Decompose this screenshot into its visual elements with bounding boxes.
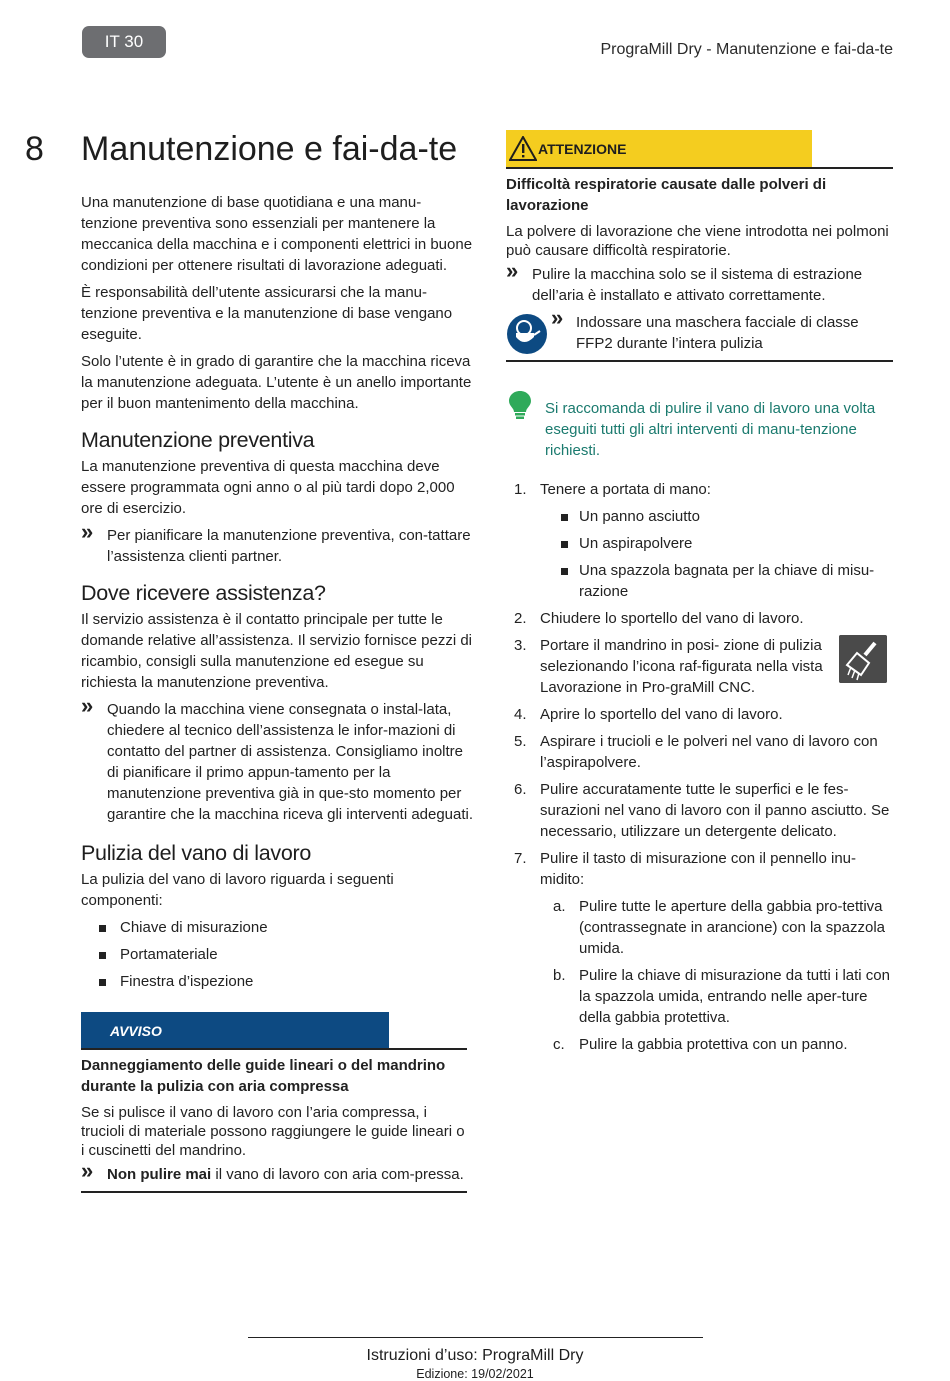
- notice-box: [81, 1012, 467, 1193]
- warning-box: [506, 130, 893, 362]
- step-arrow-icon: »: [81, 1158, 94, 1183]
- divider: [506, 360, 893, 362]
- warning-label: ATTENZIONE: [538, 141, 627, 157]
- preventive-step-text: Per pianificare la manutenzione preventiva, con-tattare l’assistenza clienti partner.: [107, 527, 471, 565]
- list-item: Un panno asciutto: [540, 506, 893, 527]
- divider: [81, 1048, 467, 1050]
- warning-triangle-icon: [509, 136, 537, 161]
- cleaning-components-list: [81, 917, 474, 992]
- substeps-list: [540, 896, 893, 1055]
- heading-preventive-maintenance: Manutenzione preventiva: [81, 428, 315, 452]
- step-number: 3.: [514, 637, 527, 654]
- mask-step-text: Indossare una maschera facciale di classe FFP2 durante l’intera pulizia: [576, 314, 859, 352]
- lightbulb-icon: [508, 390, 532, 420]
- step-number: 5.: [514, 733, 527, 750]
- preventive-body: La manutenzione preventiva di questa macchina deve essere programmata ogni anno o al più tardi dopo 2,000 ore di esercizio.: [81, 458, 455, 517]
- step-number: 6.: [514, 781, 527, 798]
- step-text: Portare il mandrino in posi- zione di pulizia selezionando l’icona raf-figurata nella vista Lavorazione in Pro-graMill CNC.: [540, 637, 823, 696]
- intro-paragraph: È responsabilità dell’utente assicurarsi che la manu-tenzione preventiva e la manutenzione di base vengano eseguite.: [81, 284, 453, 343]
- list-item: [506, 635, 893, 698]
- step-text: Aprire lo sportello del vano di lavoro.: [540, 706, 783, 723]
- list-item: [540, 1034, 893, 1055]
- chapter-title: Manutenzione e fai-da-te: [81, 130, 458, 168]
- list-item: Un aspirapolvere: [540, 533, 893, 554]
- tip-note: [506, 398, 893, 461]
- heading-service: Dove ricevere assistenza?: [81, 581, 326, 605]
- tip-text: Si raccomanda di pulire il vano di lavoro una volta eseguiti tutti gli altri interventi di manu-tenzione richiesti.: [545, 400, 876, 459]
- intro-paragraph: Solo l’utente è in grado di garantire che la macchina riceva la manutenzione adeguata. L’utente è un anello importante per il buon mantenimento della macchina.: [81, 353, 472, 412]
- footer-title: Istruzioni d’uso: PrograMill Dry: [366, 1347, 584, 1364]
- service-step-text: Quando la macchina viene consegnata o instal-lata, chiedere al tecnico dell’assistenza le infor-mazioni di contatto del partner di assistenza. Consigliamo inoltre di pianificare il primo appun-tamento per la manutenzione preventiva già in que-sto momento per garantire che la macchina riceva gli interventi adeguati.: [107, 701, 474, 823]
- cleaning-steps-list: [506, 479, 893, 1055]
- notice-step-text: il vano di lavoro con aria com-pressa.: [211, 1166, 464, 1183]
- footer-divider: [248, 1337, 703, 1338]
- list-item: [506, 848, 893, 1055]
- list-item: [506, 704, 893, 725]
- substep-text: Pulire tutte le aperture della gabbia pro-tettiva (contrassegnate in arancione) con la spazzola umida.: [579, 898, 886, 957]
- step-text: Chiudere lo sportello del vano di lavoro.: [540, 610, 804, 627]
- step-text: Tenere a portata di mano:: [540, 481, 711, 498]
- list-item: Finestra d’ispezione: [81, 971, 474, 992]
- face-mask-icon: [506, 313, 548, 355]
- step-number: 4.: [514, 706, 527, 723]
- step-text: Aspirare i trucioli e le polveri nel vano di lavoro con l’aspirapolvere.: [540, 733, 878, 771]
- substep-text: Pulire la chiave di misurazione da tutti i lati con la spazzola umida, entrando nelle aper-ture della gabbia protettiva.: [579, 967, 890, 1026]
- substep-text: Pulire la gabbia protettiva con un panno.: [579, 1036, 848, 1053]
- cleaning-body: La pulizia del vano di lavoro riguarda i seguenti componenti:: [81, 871, 394, 909]
- list-item: [506, 779, 893, 842]
- step-text: Pulire il tasto di misurazione con il pennello inu-midito:: [540, 850, 856, 888]
- step-number: 2.: [514, 610, 527, 627]
- list-item: [506, 479, 893, 602]
- cleaning-brush-icon: [839, 635, 887, 683]
- chapter-number: 8: [25, 130, 44, 168]
- substep-label: a.: [553, 898, 566, 915]
- service-step: [81, 693, 474, 825]
- mask-step: [506, 305, 893, 354]
- step-arrow-icon: »: [81, 519, 94, 544]
- list-item: [540, 896, 893, 959]
- list-item: Portamateriale: [81, 944, 474, 965]
- substep-label: c.: [553, 1036, 565, 1053]
- heading-cleaning: Pulizia del vano di lavoro: [81, 841, 312, 865]
- warning-title: Difficoltà respiratorie causate dalle polveri di lavorazione: [506, 176, 827, 214]
- notice-title: Danneggiamento delle guide lineari o del mandrino durante la pulizia con aria compressa: [81, 1057, 446, 1095]
- running-header: PrograMill Dry - Manutenzione e fai-da-te: [600, 41, 893, 58]
- substep-label: b.: [553, 967, 566, 984]
- intro-paragraph: Una manutenzione di base quotidiana e una manu-tenzione preventiva sono essenziali per mantenere la meccanica della macchina e i componenti elettrici in buone condizioni per ottenere risultati di lavorazione adeguati.: [81, 194, 473, 274]
- list-item: Una spazzola bagnata per la chiave di misu-razione: [540, 560, 893, 602]
- notice-body: Se si pulisce il vano di lavoro con l’aria compressa, i trucioli di materiale possono raggiungere le guide lineari o i cuscinetti del mandrino.: [81, 1104, 465, 1159]
- warning-step: [506, 258, 893, 306]
- left-column: [81, 192, 474, 1193]
- step-arrow-icon: »: [551, 305, 564, 330]
- notice-label: AVVISO: [81, 1012, 389, 1048]
- preventive-step: [81, 519, 474, 567]
- notice-step-bold: Non pulire mai: [107, 1166, 212, 1183]
- warning-label-bar: [506, 130, 812, 167]
- warning-step-text: Pulire la macchina solo se il sistema di estrazione dell’aria è installato e attivato correttamente.: [532, 266, 863, 304]
- right-column: [506, 130, 893, 1061]
- divider: [506, 167, 893, 169]
- divider: [81, 1191, 467, 1193]
- step-arrow-icon: »: [506, 258, 519, 283]
- list-item: [506, 608, 893, 629]
- step-arrow-icon: »: [81, 693, 94, 718]
- footer-edition: Edizione: 19/02/2021: [416, 1367, 534, 1381]
- supplies-list: [540, 506, 893, 602]
- service-body: Il servizio assistenza è il contatto principale per tutte le domande relative all’assistenza. Il servizio fornisce pezzi di ricambio, consigli sulla manutenzione ed esegue su richiesta la manutenzione preventiva.: [81, 611, 473, 691]
- list-item: [540, 965, 893, 1028]
- step-number: 1.: [514, 481, 527, 498]
- warning-body: La polvere di lavorazione che viene introdotta nei polmoni può causare difficoltà respiratorie.: [506, 223, 889, 259]
- notice-step: [81, 1158, 467, 1185]
- step-text: Pulire accuratamente tutte le superfici e le fes-surazioni nel vano di lavoro con il panno asciutto. Se necessario, utilizzare un detergente delicato.: [540, 781, 890, 840]
- step-number: 7.: [514, 850, 527, 867]
- list-item: Chiave di misurazione: [81, 917, 474, 938]
- list-item: [506, 731, 893, 773]
- page-number-tab: IT 30: [82, 26, 166, 58]
